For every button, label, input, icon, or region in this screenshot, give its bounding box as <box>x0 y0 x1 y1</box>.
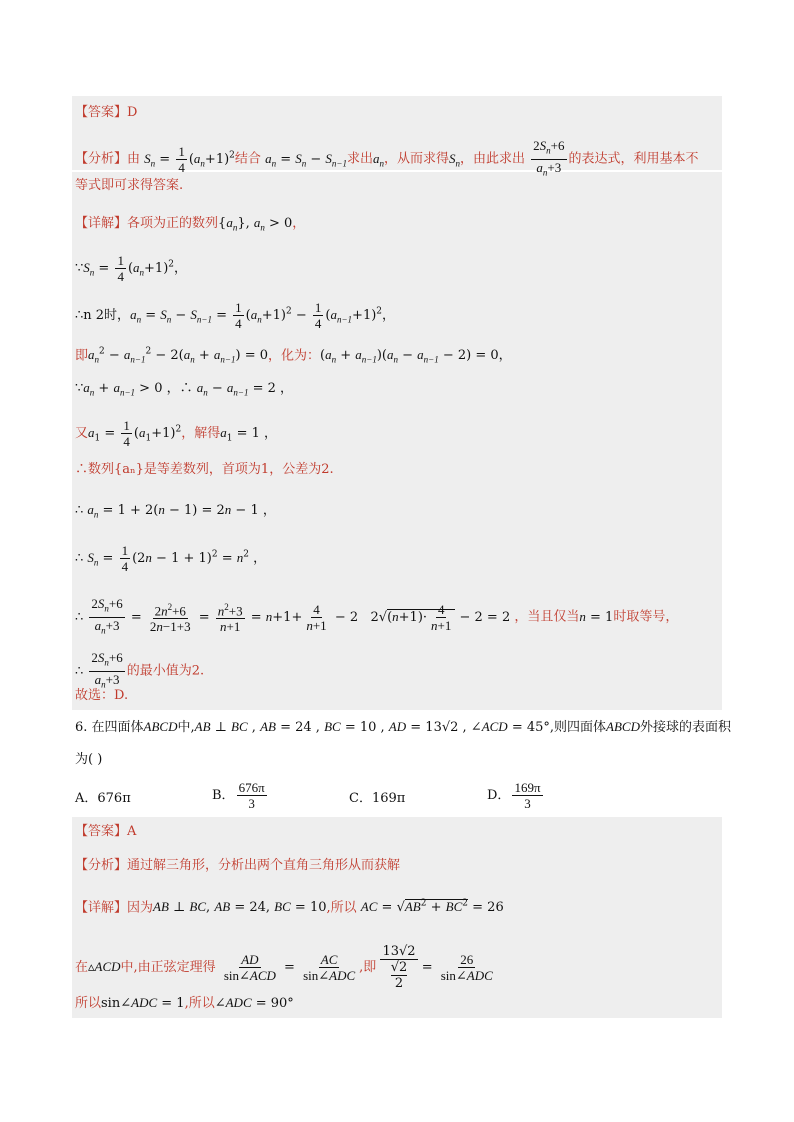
q6-stem-cont: 为( ) <box>75 752 103 767</box>
option-d-label: D． <box>487 788 511 803</box>
option-c: C．169π <box>349 791 406 806</box>
q5-line-an: ∴ $a_n = 1 + 2(n - 1) = 2n - 1$ ， <box>75 502 276 520</box>
analysis-text-1: 由 <box>127 151 141 167</box>
huawei-text: ，化为： <box>267 348 320 364</box>
n2-text: ∴n 2时， <box>75 308 131 323</box>
when-text: ，当且仅当 <box>514 609 580 625</box>
q6-detail-tag: 【详解】 <box>75 900 128 916</box>
min-text: 的最小值为2. <box>126 663 205 679</box>
q5-analysis-cont: 等式即可求得答案. <box>75 178 184 193</box>
stem-text-4: 外接球的表面积 <box>639 720 731 735</box>
law-text-3: ,即 <box>359 960 377 975</box>
q5-line-min: ∴ $\frac{2S_n+6}{a_n+3}$ 的最小值为2. <box>75 650 205 690</box>
detail-text-1: 各项为正的数列 <box>127 216 219 231</box>
last-text-2: ,所以 <box>184 996 215 1011</box>
when-text-2: 时取等号， <box>613 609 679 625</box>
formula-seq: $\{a_n\}$, $a_n > 0$ <box>218 215 293 233</box>
q5-line-a1: 又$a_1$ = $\frac{1}{4}$ $(a_1+1)^2$，解得$a_1 = 1$ ， <box>75 418 278 449</box>
formula-an: $a_n = S_n - S_{n-1}$ <box>265 150 347 169</box>
option-b-label: B． <box>212 788 235 803</box>
detail-tag: 【详解】 <box>75 216 128 231</box>
option-b: B． $\frac{676\pi}{3}$ <box>212 780 265 811</box>
you-text: 又 <box>75 426 89 441</box>
law-text-1: 在 <box>75 960 89 975</box>
q5-line-sn: ∴ $S_n$ = $\frac{1}{4}$ $(2n - 1 + 1)^2 = n^2$ ， <box>75 543 267 574</box>
q5-line-ineq: ∴ $\frac{2S_n+6}{a_n+3}$ = $\frac{2n^2+6}{2n-1+3}$ = $\frac{n^2+3}{n+1}$ = n+1+ $\frac{4}{n+1}$ − 2 2√(n+1)· $\frac{4}{n+1}$ − 2 = 2 ，当且仅当n = 1时取等号， <box>75 596 679 636</box>
q5-line-pos: $\because a_n + a_{n-1} > 0$ ，∴ $a_n - a_{n-1} = 2$ ， <box>75 380 294 398</box>
stem-text-3: ,则四面体 <box>549 720 607 735</box>
q6-law-sines: 在▵ACD中,由正弦定理得 $\frac{AD}{\text{sin∠ACD}}$ = $\frac{AC}{\text{sin∠ADC}}$ ,即 13√2 √2 2 = $\frac{26}{\text{sin∠ADC}}$ <box>75 944 493 991</box>
formula-ratio: $\frac{2S_n+6}{a_n+3}$ <box>533 138 565 178</box>
q6-answer: 【答案】A <box>75 824 137 839</box>
q5-analysis <box>75 138 699 180</box>
jiede-text: ，解得 <box>181 426 221 441</box>
formula-sn: $S_n$ = $\frac{1}{4}$ $(a_n+1)^2$ <box>144 143 235 175</box>
q6-detail-text-2: ,所以 <box>326 900 357 916</box>
analysis-text-5: ，由此求出 <box>460 151 526 167</box>
q6-analysis: 【分析】通过解三角形，分析出两个直角三角形从而获解 <box>75 858 401 873</box>
analysis-tag: 【分析】 <box>75 151 128 167</box>
ji-text: 即 <box>75 348 89 364</box>
q5-detail-1: 【详解】各项为正的数列$\{a_n\}$, $a_n > 0$， <box>75 215 306 233</box>
law-text-2: 中,由正弦定理得 <box>120 960 216 975</box>
q6-detail-text-1: 因为 <box>127 900 154 916</box>
stem-text-1: 6. 在四面体 <box>75 720 144 735</box>
q6-stem: 6. 在四面体ABCD中,AB ⊥ BC , AB = 24 , BC = 10 , AD = 13√2 , ∠ACD = 45°,则四面体ABCD外接球的表面积 <box>75 719 731 735</box>
option-d: D． $\frac{169\pi}{3}$ <box>487 780 541 811</box>
q5-line-ji: 即$a_n^2 - a_{n-1}^2 - 2(a_n + a_{n-1}) = 0$，化为：$(a_n + a_{n-1})(a_n - a_{n-1} - 2) = 0$， <box>75 347 512 365</box>
q5-line-since-sn: $\because S_n$ = $\frac{1}{4}$ $(a_n+1)^2$， <box>75 253 188 284</box>
q6-last: 所以sin∠ADC = 1,所以∠ADC = 90° <box>75 995 294 1011</box>
last-text-1: 所以 <box>75 996 102 1011</box>
since-symbol-2: ∵ <box>75 381 84 396</box>
q6-detail-1: 【详解】因为AB ⊥ BC, AB = 24, BC = 10,所以 AC = $√AB^2 + BC^2 = 26$ <box>75 899 504 916</box>
analysis-text-3: 求出 <box>346 151 373 167</box>
option-a: A．676π <box>75 791 131 806</box>
formula-sn2: $S_n$ <box>449 150 461 169</box>
stem-text-2: 中, <box>177 720 195 735</box>
since-symbol: ∵ <box>75 261 84 276</box>
analysis-text-6: 的表达式，利用基本不 <box>568 151 699 167</box>
q5-answer: 【答案】D <box>75 105 138 120</box>
formula-an2: $a_n$ <box>373 150 384 169</box>
analysis-text-2: 结合 <box>234 151 261 167</box>
analysis-text-4: ，从而求得 <box>384 151 450 167</box>
q5-line-arith: ∴数列{aₙ}是等差数列，首项为1，公差为2. <box>75 462 334 477</box>
q5-choice: 故选：D. <box>75 688 129 703</box>
q5-line-n2: ∴n 2时，$a_n = S_n - S_{n-1}$ = $\frac{1}{4}$ $(a_n+1)^2$ − $\frac{1}{4}$ $(a_{n-1}+1)^2$， <box>75 300 396 331</box>
